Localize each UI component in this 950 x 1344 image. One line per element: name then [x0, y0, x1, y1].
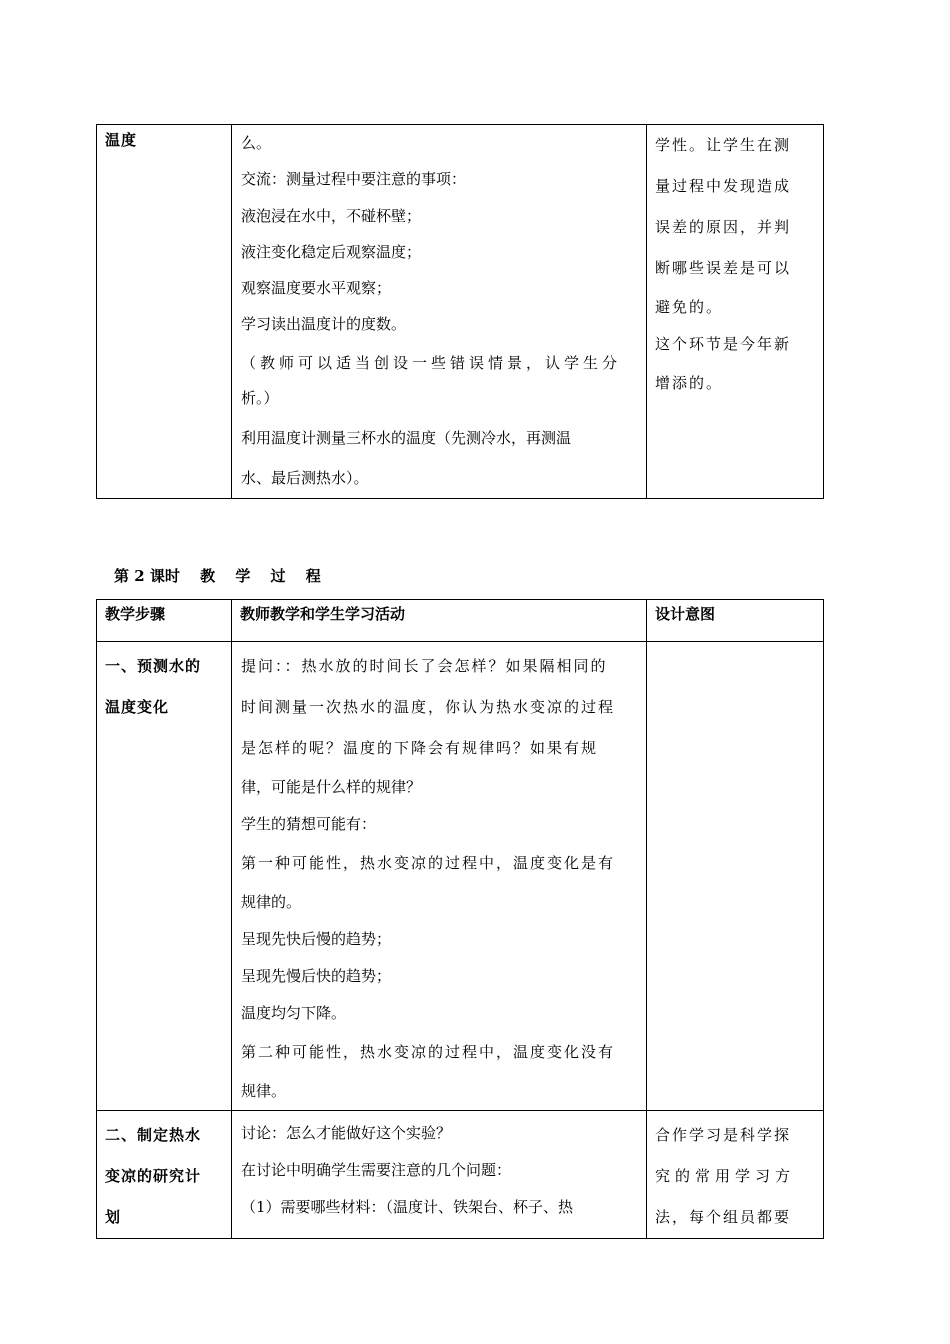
activity-line: 提问：：热水放的时间长了会怎样？如果隔相同的: [241, 657, 608, 675]
step-label: 变凉的研究计: [105, 1167, 202, 1185]
activity-line: 规律的。: [241, 893, 302, 911]
design-line: 学性。让学生在测: [655, 136, 792, 154]
activity-line: 观察温度要水平观察；: [241, 279, 392, 298]
step-label: 温度变化: [105, 698, 170, 716]
table-row: [97, 125, 824, 499]
activity-line: 第二种可能性，热水变凉的过程中，温度变化没有: [241, 1043, 616, 1061]
activity-line: 时间测量一次热水的温度，你认为热水变凉的过程: [241, 698, 616, 716]
activity-line: 第一种可能性，热水变凉的过程中，温度变化是有: [241, 854, 616, 872]
design-cell: [647, 642, 824, 1111]
design-line: 增添的。: [655, 374, 724, 392]
table-row: [97, 1111, 824, 1239]
design-line: 法，每个组员都要: [655, 1208, 792, 1226]
design-line: 量过程中发现造成: [655, 177, 792, 195]
step-label: 二、制定热水: [105, 1126, 202, 1144]
activity-line: 呈现先慢后快的趋势；: [241, 967, 392, 985]
activity-line: 么。: [241, 134, 272, 152]
activity-line: （1）需要哪些材料：（温度计、铁架台、杯子、热: [241, 1198, 574, 1216]
design-line: 误差的原因，并判: [655, 218, 792, 236]
activity-line: 液泡浸在水中，不碰杯壁；: [241, 206, 422, 225]
design-line: 避免的。: [655, 298, 724, 316]
section-title: 第 2 课时 教 学 过 程: [114, 567, 321, 585]
activity-line: 利用温度计测量三杯水的温度（先测冷水，再测温: [241, 428, 572, 447]
activity-line: 律，可能是什么样的规律？: [241, 778, 422, 796]
activity-line: 在讨论中明确学生需要注意的几个问题：: [241, 1161, 512, 1179]
table-header-row: [97, 600, 824, 642]
lesson-table-continued: [96, 124, 824, 499]
activity-cell: [232, 1111, 647, 1239]
step-label: 温度: [105, 131, 138, 149]
design-cell: [647, 1111, 824, 1239]
step-cell: [97, 1111, 232, 1239]
design-line: 合作学习是科学探: [655, 1126, 792, 1144]
activity-line: 交流：测量过程中要注意的事项：: [241, 170, 467, 189]
header-step: 教学步骤: [97, 600, 232, 642]
activity-line: 规律。: [241, 1082, 287, 1100]
activity-line: 呈现先快后慢的趋势；: [241, 930, 392, 948]
step-label: 一、预测水的: [105, 657, 202, 675]
activity-line: （教师可以适当创设一些错误情景，认学生分: [241, 353, 622, 372]
activity-line: 学习读出温度计的度数。: [241, 315, 407, 334]
activity-line: 温度均匀下降。: [241, 1004, 347, 1022]
step-cell: [97, 125, 232, 499]
activity-cell: [232, 125, 647, 499]
table-row: [97, 642, 824, 1111]
design-line: 断哪些误差是可以: [655, 259, 792, 277]
design-cell: [647, 125, 824, 499]
activity-line: 学生的猜想可能有：: [241, 815, 377, 833]
header-activity: 教师教学和学生学习活动: [232, 600, 647, 642]
header-design: 设计意图: [647, 600, 824, 642]
activity-line: 是怎样的呢？温度的下降会有规律吗？如果有规: [241, 739, 599, 757]
design-line: 这个环节是今年新: [655, 335, 792, 353]
activity-line: 水、最后测热水）。: [241, 468, 369, 487]
lesson-process-table: [96, 599, 824, 1239]
design-line: 究的常用学习方: [655, 1167, 796, 1185]
activity-line: 液注变化稳定后观察温度；: [241, 242, 422, 261]
activity-cell: [232, 642, 647, 1111]
activity-line: 讨论：怎么才能做好这个实验？: [241, 1124, 452, 1142]
step-cell: [97, 642, 232, 1111]
activity-line: 析。）: [241, 388, 279, 407]
step-label: 划: [105, 1208, 122, 1226]
